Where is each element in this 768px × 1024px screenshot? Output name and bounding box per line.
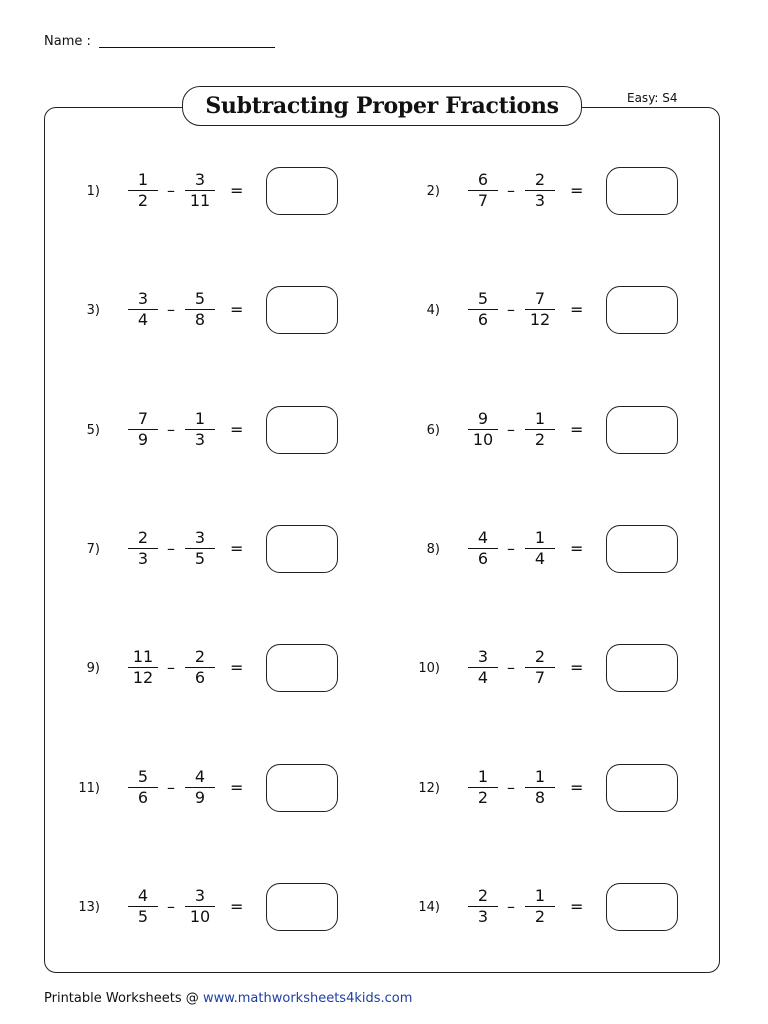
numerator: 3	[194, 886, 206, 905]
denominator: 2	[477, 788, 489, 807]
fraction-b	[185, 290, 215, 329]
problem-number: 12)	[418, 781, 440, 796]
problem-number: 13)	[78, 900, 100, 915]
fraction-b	[185, 410, 215, 449]
numerator: 4	[477, 528, 489, 547]
problem-item	[60, 406, 380, 456]
minus-sign: –	[167, 778, 175, 797]
problem-item	[400, 525, 720, 575]
denominator: 10	[472, 430, 494, 449]
equals-sign: =	[570, 778, 584, 797]
minus-sign: –	[167, 658, 175, 677]
denominator: 9	[194, 788, 206, 807]
equals-sign: =	[570, 539, 584, 558]
denominator: 6	[477, 549, 489, 568]
equals-sign: =	[570, 300, 584, 319]
numerator: 7	[534, 289, 546, 308]
fraction-a	[468, 768, 498, 807]
numerator: 2	[534, 170, 546, 189]
denominator: 3	[194, 430, 206, 449]
fraction-a	[468, 887, 498, 926]
fraction-b	[185, 529, 215, 568]
denominator: 2	[534, 430, 546, 449]
minus-sign: –	[507, 897, 515, 916]
footer-prefix: Printable Worksheets @	[44, 991, 203, 1006]
problem-item	[400, 167, 720, 217]
numerator: 2	[194, 647, 206, 666]
fraction-a	[128, 768, 158, 807]
problem-number: 10)	[418, 661, 440, 676]
denominator: 6	[477, 310, 489, 329]
numerator: 3	[194, 170, 206, 189]
fraction-b	[525, 768, 555, 807]
numerator: 1	[534, 767, 546, 786]
name-label: Name :	[44, 34, 91, 49]
denominator: 3	[477, 907, 489, 926]
problem-item	[60, 764, 380, 814]
answer-box[interactable]	[266, 286, 338, 334]
minus-sign: –	[507, 300, 515, 319]
equals-sign: =	[230, 778, 244, 797]
problem-item	[60, 883, 380, 933]
fraction-b	[185, 171, 215, 210]
problem-number: 2)	[426, 184, 440, 199]
problem-number: 3)	[86, 303, 100, 318]
numerator: 5	[477, 289, 489, 308]
fraction-b	[185, 768, 215, 807]
answer-box[interactable]	[606, 525, 678, 573]
fraction-a	[468, 290, 498, 329]
numerator: 1	[534, 409, 546, 428]
minus-sign: –	[507, 658, 515, 677]
answer-box[interactable]	[606, 286, 678, 334]
denominator: 2	[534, 907, 546, 926]
denominator: 8	[534, 788, 546, 807]
numerator: 4	[137, 886, 149, 905]
numerator: 2	[137, 528, 149, 547]
fraction-b	[185, 648, 215, 687]
denominator: 10	[189, 907, 211, 926]
answer-box[interactable]	[606, 644, 678, 692]
numerator: 2	[477, 886, 489, 905]
answer-box[interactable]	[266, 764, 338, 812]
problem-item	[400, 286, 720, 336]
minus-sign: –	[507, 539, 515, 558]
numerator: 6	[477, 170, 489, 189]
answer-box[interactable]	[266, 883, 338, 931]
problem-number: 4)	[426, 303, 440, 318]
answer-box[interactable]	[266, 644, 338, 692]
equals-sign: =	[230, 181, 244, 200]
minus-sign: –	[167, 897, 175, 916]
fraction-a	[468, 410, 498, 449]
problem-number: 8)	[426, 542, 440, 557]
answer-box[interactable]	[606, 764, 678, 812]
problem-item	[60, 286, 380, 336]
fraction-a	[128, 171, 158, 210]
numerator: 4	[194, 767, 206, 786]
fraction-b	[525, 887, 555, 926]
problem-item	[60, 167, 380, 217]
fraction-a	[128, 529, 158, 568]
numerator: 7	[137, 409, 149, 428]
numerator: 1	[194, 409, 206, 428]
denominator: 6	[194, 668, 206, 687]
denominator: 9	[137, 430, 149, 449]
problem-number: 5)	[86, 423, 100, 438]
minus-sign: –	[167, 181, 175, 200]
fraction-b	[525, 529, 555, 568]
footer	[44, 991, 412, 1006]
minus-sign: –	[167, 420, 175, 439]
denominator: 3	[137, 549, 149, 568]
answer-box[interactable]	[606, 167, 678, 215]
difficulty-level: Easy: S4	[627, 91, 678, 105]
fraction-a	[468, 648, 498, 687]
name-input-line[interactable]	[99, 34, 275, 48]
problem-number: 9)	[86, 661, 100, 676]
fraction-b	[185, 887, 215, 926]
minus-sign: –	[507, 181, 515, 200]
numerator: 1	[534, 886, 546, 905]
problem-number: 7)	[86, 542, 100, 557]
numerator: 5	[137, 767, 149, 786]
equals-sign: =	[230, 420, 244, 439]
equals-sign: =	[570, 658, 584, 677]
problem-item	[60, 644, 380, 694]
fraction-a	[128, 290, 158, 329]
fraction-b	[525, 290, 555, 329]
denominator: 8	[194, 310, 206, 329]
answer-box[interactable]	[266, 525, 338, 573]
equals-sign: =	[230, 300, 244, 319]
minus-sign: –	[167, 300, 175, 319]
fraction-a	[468, 529, 498, 568]
problem-number: 1)	[86, 184, 100, 199]
name-row	[44, 34, 275, 49]
problem-item	[60, 525, 380, 575]
denominator: 7	[477, 191, 489, 210]
equals-sign: =	[230, 897, 244, 916]
fraction-a	[128, 410, 158, 449]
equals-sign: =	[230, 539, 244, 558]
fraction-a	[128, 648, 158, 687]
worksheet-title: Subtracting Proper Fractions	[182, 86, 582, 126]
denominator: 3	[534, 191, 546, 210]
numerator: 1	[534, 528, 546, 547]
denominator: 4	[137, 310, 149, 329]
fraction-b	[525, 648, 555, 687]
denominator: 5	[137, 907, 149, 926]
answer-box[interactable]	[266, 167, 338, 215]
numerator: 11	[132, 647, 154, 666]
problem-item	[400, 644, 720, 694]
equals-sign: =	[570, 420, 584, 439]
fraction-a	[128, 887, 158, 926]
denominator: 6	[137, 788, 149, 807]
answer-box[interactable]	[606, 406, 678, 454]
numerator: 1	[477, 767, 489, 786]
fraction-a	[468, 171, 498, 210]
numerator: 3	[137, 289, 149, 308]
problem-item	[400, 883, 720, 933]
denominator: 4	[534, 549, 546, 568]
denominator: 2	[137, 191, 149, 210]
problem-number: 14)	[418, 900, 440, 915]
numerator: 2	[534, 647, 546, 666]
problem-number: 6)	[426, 423, 440, 438]
equals-sign: =	[570, 181, 584, 200]
numerator: 9	[477, 409, 489, 428]
minus-sign: –	[507, 778, 515, 797]
minus-sign: –	[507, 420, 515, 439]
numerator: 1	[137, 170, 149, 189]
denominator: 12	[132, 668, 154, 687]
denominator: 11	[189, 191, 211, 210]
fraction-b	[525, 410, 555, 449]
footer-link[interactable]: www.mathworksheets4kids.com	[202, 991, 413, 1006]
denominator: 7	[534, 668, 546, 687]
fraction-b	[525, 171, 555, 210]
numerator: 3	[477, 647, 489, 666]
problem-item	[400, 406, 720, 456]
equals-sign: =	[570, 897, 584, 916]
numerator: 3	[194, 528, 206, 547]
problem-number: 11)	[78, 781, 100, 796]
minus-sign: –	[167, 539, 175, 558]
denominator: 4	[477, 668, 489, 687]
numerator: 5	[194, 289, 206, 308]
answer-box[interactable]	[266, 406, 338, 454]
equals-sign: =	[230, 658, 244, 677]
answer-box[interactable]	[606, 883, 678, 931]
denominator: 5	[194, 549, 206, 568]
problem-item	[400, 764, 720, 814]
denominator: 12	[529, 310, 551, 329]
